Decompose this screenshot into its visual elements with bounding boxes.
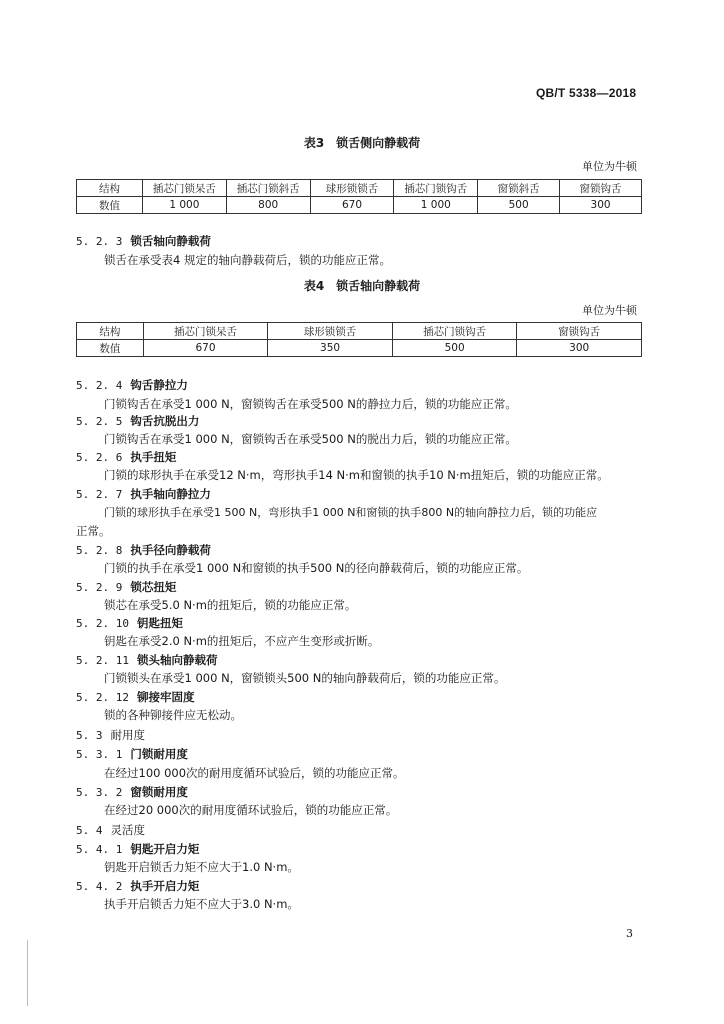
section-number: 5. 2. 4 <box>76 379 123 392</box>
section-heading-5-2-4 <box>76 377 188 393</box>
section-title: 钩舌静拉力 <box>130 378 188 392</box>
section-text-5-3-1: 在经过100 000次的耐用度循环试验后，锁的功能应正常。 <box>104 766 405 780</box>
section-text-5-2-3: 锁舌在承受表4 规定的轴向静载荷后，锁的功能应正常。 <box>104 253 391 267</box>
section-heading-5-2-3 <box>76 233 211 249</box>
table4-unit: 单位为牛顿 <box>582 304 637 317</box>
section-text-5-2-8: 门锁的执手在承受1 000 N和窗锁的执手500 N的径向静载荷后，锁的功能应正常。 <box>104 561 529 575</box>
table4-header-cell: 结构 <box>77 323 144 340</box>
section-heading-5-2-6 <box>76 449 176 465</box>
section-heading-5-2-11 <box>76 652 217 668</box>
section-heading-5-4-1 <box>76 841 199 857</box>
section-heading-5-2-7 <box>76 486 211 502</box>
section-heading-5-4 <box>76 822 145 838</box>
section-number: 5. 3. 2 <box>76 786 123 799</box>
section-number: 5. 2. 7 <box>76 488 123 501</box>
table4-value-cell: 350 <box>268 340 393 357</box>
section-text-5-2-5: 门锁钩舌在承受1 000 N，窗锁钩舌在承受500 N的脱出力后，锁的功能应正常。 <box>104 432 517 446</box>
section-title: 钩舌抗脱出力 <box>130 414 200 428</box>
section-title: 铆接牢固度 <box>136 690 195 704</box>
table4-value-cell: 数值 <box>77 340 144 357</box>
section-heading-5-3 <box>76 727 145 743</box>
table4 <box>76 322 642 357</box>
table3-unit: 单位为牛顿 <box>582 160 637 173</box>
table4-caption: 表4 锁舌轴向静载荷 <box>303 279 421 293</box>
section-number: 5. 3. 1 <box>76 748 123 761</box>
table4-value-cell: 500 <box>392 340 517 357</box>
table3-value-cell: 1 000 <box>142 197 226 214</box>
table3-header-cell: 插芯门锁呆舌 <box>142 180 226 197</box>
binding-margin-rule <box>27 940 28 1006</box>
section-number: 5. 2. 5 <box>76 415 123 428</box>
section-title: 钥匙开启力矩 <box>130 842 200 856</box>
section-text-5-2-7-cont: 正常。 <box>76 524 111 538</box>
standard-code: QB/T 5338—2018 <box>536 86 637 100</box>
section-title: 锁头轴向静载荷 <box>136 653 218 667</box>
page-number: 3 <box>626 927 633 940</box>
section-title: 锁芯扭矩 <box>130 580 177 594</box>
table3-value-cell: 670 <box>310 197 394 214</box>
section-title: 执手开启力矩 <box>130 879 200 893</box>
section-text-5-2-9: 锁芯在承受5.0 N·m的扭矩后，锁的功能应正常。 <box>104 598 357 612</box>
table3-header-row <box>77 180 642 197</box>
section-heading-5-2-9 <box>76 579 176 595</box>
table3-header-cell: 插芯门锁斜舌 <box>226 180 310 197</box>
section-text-5-4-2: 执手开启锁舌力矩不应大于3.0 N·m。 <box>104 897 299 911</box>
section-number: 5. 2. 11 <box>76 654 129 667</box>
table4-value-cell: 670 <box>143 340 268 357</box>
table3-header-cell: 窗锁斜舌 <box>478 180 560 197</box>
section-text-5-2-4: 门锁钩舌在承受1 000 N，窗锁钩舌在承受500 N的静拉力后，锁的功能应正常。 <box>104 397 517 411</box>
table3-header-cell: 窗锁钩舌 <box>560 180 642 197</box>
section-title: 窗锁耐用度 <box>130 785 188 799</box>
table4-header-cell: 球形锁锁舌 <box>268 323 393 340</box>
section-text-5-3-2: 在经过20 000次的耐用度循环试验后，锁的功能应正常。 <box>104 803 398 817</box>
section-text-5-2-6: 门锁的球形执手在承受12 N·m，弯形执手14 N·m和窗锁的执手10 N·m扭矩后，锁的功能应正常。 <box>104 468 609 482</box>
section-heading-5-2-12 <box>76 689 194 705</box>
section-number: 5. 2. 12 <box>76 691 129 704</box>
section-text-5-2-11: 门锁锁头在承受1 000 N，窗锁锁头500 N的轴向静载荷后，锁的功能应正常。 <box>104 671 506 685</box>
section-number: 5. 2. 8 <box>76 544 123 557</box>
table4-value-row <box>77 340 642 357</box>
section-title: 执手扭矩 <box>130 450 177 464</box>
section-heading-5-2-8 <box>76 542 211 558</box>
section-heading-5-3-2 <box>76 784 188 800</box>
section-number: 5. 4. 2 <box>76 880 123 893</box>
table3-value-cell: 300 <box>560 197 642 214</box>
section-heading-5-3-1 <box>76 746 188 762</box>
section-title: 锁舌轴向静载荷 <box>130 234 211 248</box>
table3-caption: 表3 锁舌侧向静载荷 <box>303 136 421 150</box>
section-heading-5-2-10 <box>76 615 183 631</box>
table3-value-cell: 800 <box>226 197 310 214</box>
section-title: 执手轴向静拉力 <box>130 487 211 501</box>
section-text-5-2-7: 门锁的球形执手在承受1 500 N，弯形执手1 000 N和窗锁的执手800 N的轴向静拉力后，锁的功能应 <box>104 506 598 519</box>
table3 <box>76 179 642 214</box>
table3-value-row <box>77 197 642 214</box>
section-text-5-2-10: 钥匙在承受2.0 N·m的扭矩后，不应产生变形或折断。 <box>104 634 380 648</box>
section-text-5-4-1: 钥匙开启锁舌力矩不应大于1.0 N·m。 <box>104 860 299 874</box>
table3-header-cell: 插芯门锁钩舌 <box>394 180 478 197</box>
table4-header-cell: 插芯门锁钩舌 <box>392 323 517 340</box>
table3-header-cell: 球形锁锁舌 <box>310 180 394 197</box>
section-number: 5. 2. 6 <box>76 451 123 464</box>
section-number: 5. 4. 1 <box>76 843 123 856</box>
section-title: 门锁耐用度 <box>130 747 188 761</box>
section-heading-5-4-2 <box>76 878 199 894</box>
section-title: 灵活度 <box>110 823 145 837</box>
section-number: 5. 2. 9 <box>76 581 123 594</box>
section-number: 5. 2. 3 <box>76 235 123 248</box>
table4-header-cell: 插芯门锁呆舌 <box>143 323 268 340</box>
table4-header-cell: 窗锁钩舌 <box>517 323 642 340</box>
table4-value-cell: 300 <box>517 340 642 357</box>
table3-header-cell: 结构 <box>77 180 143 197</box>
section-title: 钥匙扭矩 <box>136 616 183 630</box>
section-number: 5. 4 <box>76 824 103 837</box>
table3-value-cell: 1 000 <box>394 197 478 214</box>
section-number: 5. 3 <box>76 729 103 742</box>
table3-value-cell: 500 <box>478 197 560 214</box>
section-title: 执手径向静载荷 <box>130 543 211 557</box>
section-text-5-2-12: 锁的各种铆接件应无松动。 <box>104 708 242 722</box>
section-title: 耐用度 <box>110 728 145 742</box>
section-number: 5. 2. 10 <box>76 617 129 630</box>
section-heading-5-2-5 <box>76 413 199 429</box>
table4-header-row <box>77 323 642 340</box>
table3-value-cell: 数值 <box>77 197 143 214</box>
